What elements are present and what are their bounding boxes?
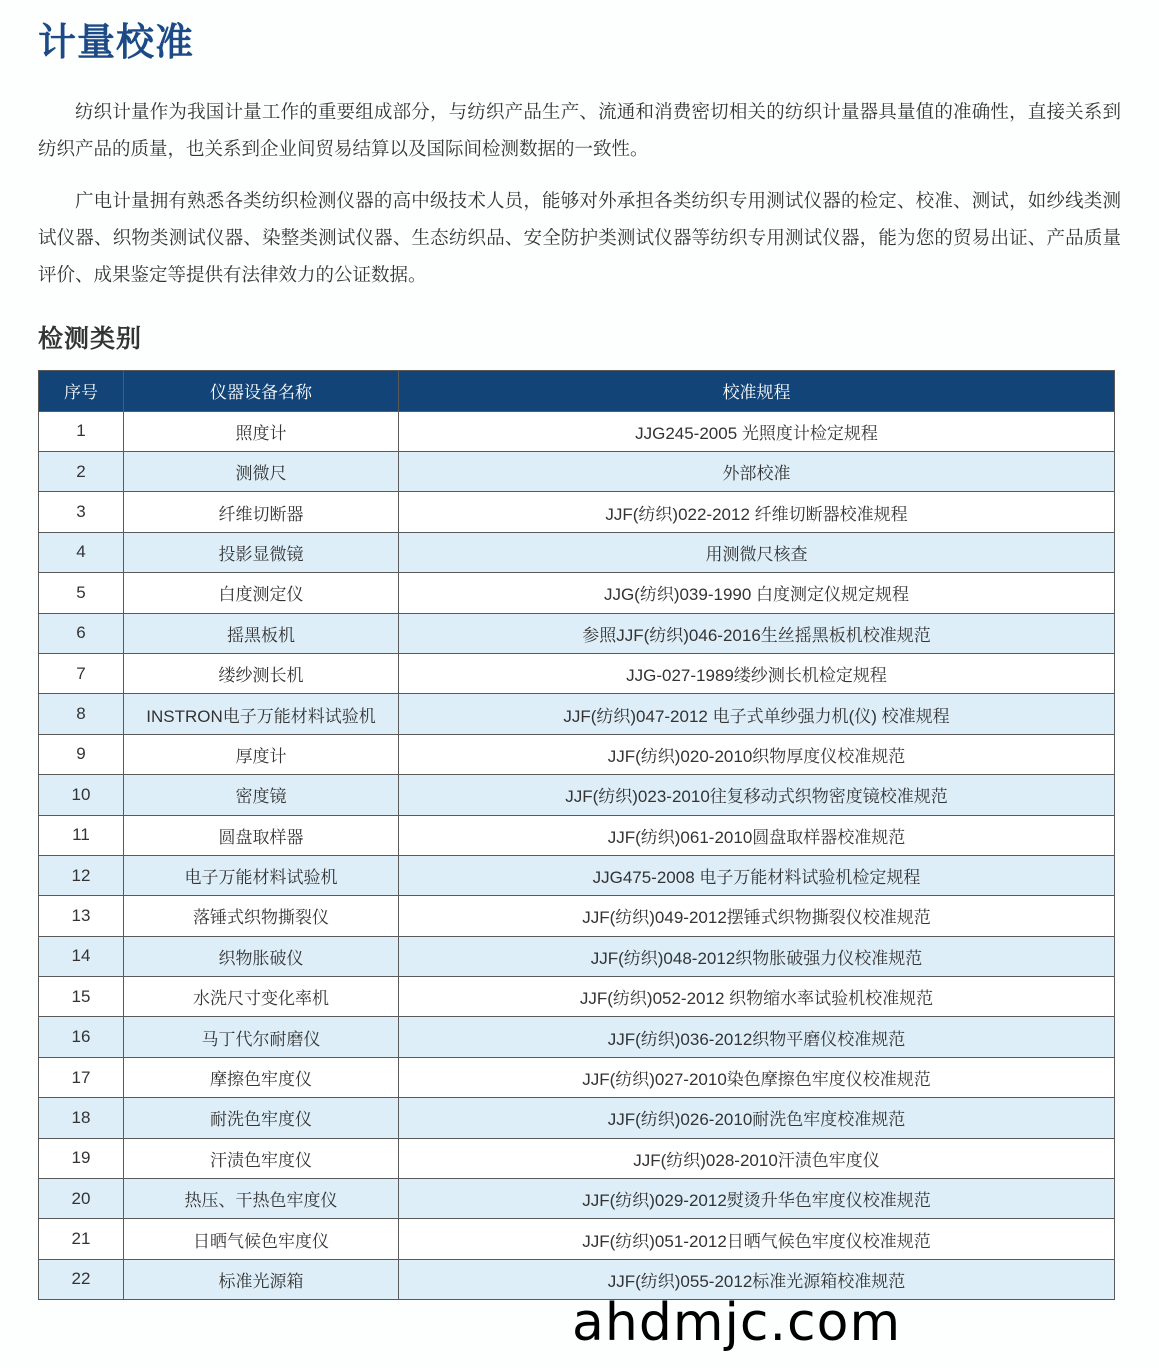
device-name-cell: 耐洗色牢度仪: [124, 1098, 399, 1138]
calibration-table: [38, 370, 1115, 1301]
row-index-cell: 5: [39, 573, 124, 613]
procedure-cell: JJF(纺织)022-2012 纤维切断器校准规程: [399, 492, 1115, 532]
procedure-cell: JJF(纺织)047-2012 电子式单纱强力机(仪) 校准规程: [399, 694, 1115, 734]
device-name-cell: 缕纱测长机: [124, 653, 399, 693]
table-row: [39, 734, 1115, 774]
row-index-cell: 15: [39, 977, 124, 1017]
table-row: [39, 815, 1115, 855]
procedure-cell: 用测微尺核查: [399, 532, 1115, 572]
device-name-cell: 白度测定仪: [124, 573, 399, 613]
table-row: [39, 653, 1115, 693]
table-row: [39, 573, 1115, 613]
intro-paragraph-1: 纺织计量作为我国计量工作的重要组成部分，与纺织产品生产、流通和消费密切相关的纺织计量器具量值的准确性，直接关系到纺织产品的质量，也关系到企业间贸易结算以及国际间检测数据的一致性。: [38, 100, 1121, 159]
column-header-device-name: 仪器设备名称: [124, 370, 399, 411]
device-name-cell: 电子万能材料试验机: [124, 855, 399, 895]
table-row: [39, 1138, 1115, 1178]
procedure-cell: JJF(纺织)049-2012摆锤式织物撕裂仪校准规范: [399, 896, 1115, 936]
row-index-cell: 16: [39, 1017, 124, 1057]
row-index-cell: 12: [39, 855, 124, 895]
device-name-cell: 热压、干热色牢度仪: [124, 1179, 399, 1219]
table-row: [39, 936, 1115, 976]
device-name-cell: 马丁代尔耐磨仪: [124, 1017, 399, 1057]
device-name-cell: 织物胀破仪: [124, 936, 399, 976]
table-row: [39, 1098, 1115, 1138]
procedure-cell: JJF(纺织)051-2012日晒气候色牢度仪校准规范: [399, 1219, 1115, 1259]
device-name-cell: 标准光源箱: [124, 1259, 399, 1299]
procedure-cell: JJF(纺织)027-2010染色摩擦色牢度仪校准规范: [399, 1057, 1115, 1097]
procedure-cell: JJG245-2005 光照度计检定规程: [399, 411, 1115, 451]
table-row: [39, 1017, 1115, 1057]
table-row: [39, 977, 1115, 1017]
device-name-cell: 照度计: [124, 411, 399, 451]
procedure-cell: JJF(纺织)061-2010圆盘取样器校准规范: [399, 815, 1115, 855]
device-name-cell: 汗渍色牢度仪: [124, 1138, 399, 1178]
device-name-cell: 圆盘取样器: [124, 815, 399, 855]
procedure-cell: JJF(纺织)055-2012标准光源箱校准规范: [399, 1259, 1115, 1299]
table-row: [39, 1219, 1115, 1259]
row-index-cell: 14: [39, 936, 124, 976]
table-row: [39, 694, 1115, 734]
device-name-cell: INSTRON电子万能材料试验机: [124, 694, 399, 734]
device-name-cell: 日晒气候色牢度仪: [124, 1219, 399, 1259]
row-index-cell: 3: [39, 492, 124, 532]
procedure-cell: JJF(纺织)020-2010织物厚度仪校准规范: [399, 734, 1115, 774]
intro-paragraph-2: 广电计量拥有熟悉各类纺织检测仪器的高中级技术人员，能够对外承担各类纺织专用测试仪器的检定、校准、测试，如纱线类测试仪器、织物类测试仪器、染整类测试仪器、生态纺织品、安全防护类测试仪器等纺织专用测试仪器，能为您的贸易出证、产品质量评价、成果鉴定等提供有法律效力的公证数据。: [38, 189, 1121, 285]
table-body: [39, 411, 1115, 1300]
table-row: [39, 1179, 1115, 1219]
row-index-cell: 4: [39, 532, 124, 572]
row-index-cell: 13: [39, 896, 124, 936]
row-index-cell: 20: [39, 1179, 124, 1219]
procedure-cell: 参照JJF(纺织)046-2016生丝摇黑板机校准规范: [399, 613, 1115, 653]
column-header-procedure: 校准规程: [399, 370, 1115, 411]
table-row: [39, 1057, 1115, 1097]
device-name-cell: 摇黑板机: [124, 613, 399, 653]
table-row: [39, 492, 1115, 532]
row-index-cell: 2: [39, 451, 124, 491]
row-index-cell: 10: [39, 775, 124, 815]
document-page: [0, 21, 1159, 1300]
row-index-cell: 17: [39, 1057, 124, 1097]
procedure-cell: 外部校准: [399, 451, 1115, 491]
table-row: [39, 451, 1115, 491]
procedure-cell: JJF(纺织)028-2010汗渍色牢度仪: [399, 1138, 1115, 1178]
row-index-cell: 21: [39, 1219, 124, 1259]
procedure-cell: JJF(纺织)029-2012熨烫升华色牢度仪校准规范: [399, 1179, 1115, 1219]
row-index-cell: 8: [39, 694, 124, 734]
device-name-cell: 密度镜: [124, 775, 399, 815]
procedure-cell: JJF(纺织)026-2010耐洗色牢度校准规范: [399, 1098, 1115, 1138]
procedure-cell: JJG475-2008 电子万能材料试验机检定规程: [399, 855, 1115, 895]
device-name-cell: 摩擦色牢度仪: [124, 1057, 399, 1097]
procedure-cell: JJF(纺织)048-2012织物胀破强力仪校准规范: [399, 936, 1115, 976]
row-index-cell: 22: [39, 1259, 124, 1299]
table-header-row: [39, 370, 1115, 411]
table-row: [39, 613, 1115, 653]
row-index-cell: 9: [39, 734, 124, 774]
device-name-cell: 纤维切断器: [124, 492, 399, 532]
watermark-text: ahdmjc.com: [572, 1293, 902, 1353]
column-header-index: 序号: [39, 370, 124, 411]
page-title: 计量校准: [38, 22, 195, 64]
table-row: [39, 532, 1115, 572]
table-row: [39, 775, 1115, 815]
device-name-cell: 落锤式织物撕裂仪: [124, 896, 399, 936]
procedure-cell: JJF(纺织)023-2010往复移动式织物密度镜校准规范: [399, 775, 1115, 815]
procedure-cell: JJG-027-1989缕纱测长机检定规程: [399, 653, 1115, 693]
table-row: [39, 855, 1115, 895]
section-title: 检测类别: [38, 324, 143, 353]
row-index-cell: 19: [39, 1138, 124, 1178]
row-index-cell: 7: [39, 653, 124, 693]
table-row: [39, 411, 1115, 451]
table-row: [39, 896, 1115, 936]
procedure-cell: JJG(纺织)039-1990 白度测定仪规定规程: [399, 573, 1115, 613]
device-name-cell: 投影显微镜: [124, 532, 399, 572]
device-name-cell: 水洗尺寸变化率机: [124, 977, 399, 1017]
row-index-cell: 6: [39, 613, 124, 653]
device-name-cell: 厚度计: [124, 734, 399, 774]
row-index-cell: 11: [39, 815, 124, 855]
procedure-cell: JJF(纺织)036-2012织物平磨仪校准规范: [399, 1017, 1115, 1057]
procedure-cell: JJF(纺织)052-2012 织物缩水率试验机校准规范: [399, 977, 1115, 1017]
device-name-cell: 测微尺: [124, 451, 399, 491]
row-index-cell: 18: [39, 1098, 124, 1138]
row-index-cell: 1: [39, 411, 124, 451]
